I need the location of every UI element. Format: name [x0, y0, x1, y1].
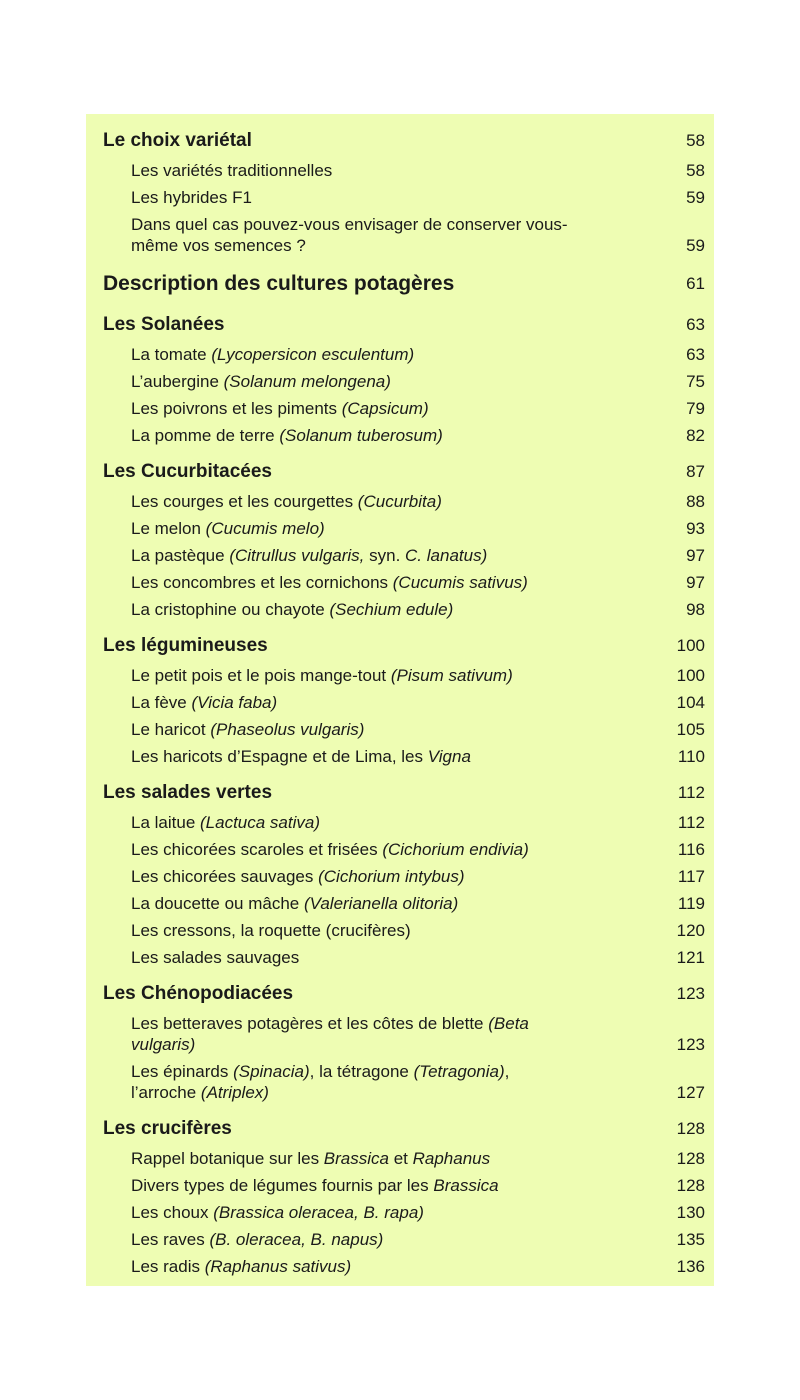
entry-page-number: 82 — [686, 426, 705, 445]
entry-title — [131, 371, 391, 392]
toc-entry[interactable] — [103, 893, 705, 914]
entry-page-number: 135 — [676, 1230, 705, 1249]
toc-entry[interactable] — [103, 812, 705, 833]
toc-section — [103, 269, 705, 299]
entry-page-number: 58 — [686, 161, 705, 180]
toc-entry[interactable] — [103, 1229, 705, 1250]
section-title: Les légumineuses — [103, 635, 268, 656]
entry-title — [131, 1175, 499, 1196]
entry-text: Les haricots d’Espagne et de Lima, les — [131, 747, 428, 766]
entry-page-number: 116 — [677, 840, 705, 859]
entry-page-number: 79 — [686, 399, 705, 418]
entry-latin-name: (Lycopersicon esculentum) — [211, 345, 415, 364]
entry-title — [131, 947, 299, 968]
entry-title — [131, 692, 277, 713]
entry-title — [131, 1013, 571, 1055]
section-title: Les salades vertes — [103, 782, 273, 803]
entry-text: Dans quel cas pouvez-vous envisager de conserver vous-même vos semences ? — [131, 215, 568, 255]
entry-text: Les cressons, la roquette (crucifères) — [131, 921, 411, 940]
entry-latin-name: (Sechium edule) — [329, 600, 454, 619]
entry-title — [131, 599, 453, 620]
entry-latin-name: (Atriplex) — [200, 1083, 269, 1102]
toc-section — [103, 633, 705, 767]
section-title: Les Chénopodiacées — [103, 983, 294, 1004]
toc-entry[interactable] — [103, 160, 705, 181]
section-title: Les Cucurbitacées — [103, 461, 272, 482]
toc-entry[interactable] — [103, 866, 705, 887]
entry-latin-name: (Beta vulgaris) — [131, 1014, 529, 1054]
entry-page-number: 121 — [676, 948, 705, 967]
toc-entry[interactable] — [103, 920, 705, 941]
entry-page-number: 136 — [676, 1257, 705, 1276]
entry-text: Les radis — [131, 1257, 205, 1276]
entry-title — [131, 398, 429, 419]
toc-section — [103, 981, 705, 1103]
entry-title — [131, 1148, 490, 1169]
entry-page-number: 63 — [686, 345, 705, 364]
entry-title — [131, 160, 332, 181]
toc-entry[interactable] — [103, 746, 705, 767]
entry-text: La pastèque — [131, 546, 230, 565]
toc-entry[interactable] — [103, 599, 705, 620]
entry-page-number: 110 — [677, 747, 705, 766]
section-page-number: 87 — [686, 462, 705, 481]
entry-title — [131, 866, 465, 887]
entry-text: La fève — [131, 693, 192, 712]
entry-text: syn. — [364, 546, 406, 565]
entry-page-number: 128 — [676, 1149, 705, 1168]
entry-text: Le petit pois et le pois mange-tout — [131, 666, 391, 685]
toc-entry[interactable] — [103, 947, 705, 968]
entry-page-number: 104 — [676, 693, 705, 712]
entry-title — [131, 812, 320, 833]
toc-list — [103, 128, 705, 1290]
entry-page-number: 100 — [676, 666, 705, 685]
toc-entry[interactable] — [103, 425, 705, 446]
toc-entry[interactable] — [103, 665, 705, 686]
entry-text: La tomate — [131, 345, 212, 364]
section-page-number: 100 — [676, 636, 705, 655]
toc-entry[interactable] — [103, 214, 705, 256]
section-title: Description des cultures potagères — [103, 272, 455, 295]
toc-entry[interactable] — [103, 692, 705, 713]
entry-page-number: 120 — [676, 921, 705, 940]
entry-title — [131, 839, 529, 860]
entry-page-number: 97 — [686, 573, 705, 592]
toc-entry[interactable] — [103, 545, 705, 566]
entry-page-number: 93 — [686, 519, 705, 538]
entry-text: et — [388, 1149, 413, 1168]
section-title: Les crucifères — [103, 1118, 232, 1139]
toc-panel — [86, 114, 714, 1286]
entry-page-number: 88 — [686, 492, 705, 511]
entry-page-number: 97 — [686, 546, 705, 565]
toc-entry[interactable] — [103, 1175, 705, 1196]
toc-section-heading[interactable] — [103, 459, 705, 485]
entry-text: Les salades sauvages — [131, 948, 300, 967]
toc-entry[interactable] — [103, 398, 705, 419]
entry-text: Les variétés traditionnelles — [131, 161, 333, 180]
entry-page-number: 130 — [676, 1203, 705, 1222]
entry-latin-name: (Cucumis melo) — [205, 519, 325, 538]
entry-text: Les poivrons et les piments — [131, 399, 342, 418]
entry-title — [131, 572, 528, 593]
entry-text: Les hybrides F1 — [131, 188, 252, 207]
entry-latin-name: C. lanatus) — [405, 546, 488, 565]
entry-latin-name: (Spinacia) — [233, 1062, 310, 1081]
toc-entry[interactable] — [103, 371, 705, 392]
entry-text: Les concombres et les cornichons — [131, 573, 393, 592]
section-page-number: 61 — [686, 274, 705, 293]
entry-page-number: 59 — [686, 236, 705, 255]
entry-title — [131, 719, 364, 740]
entry-title — [131, 187, 252, 208]
entry-page-number: 75 — [686, 372, 705, 391]
entry-text: La doucette ou mâche — [131, 894, 304, 913]
entry-latin-name: (Solanum tuberosum) — [279, 426, 443, 445]
entry-title — [131, 1202, 424, 1223]
entry-latin-name: (Raphanus sativus) — [204, 1257, 352, 1276]
entry-latin-name: Brassica — [433, 1176, 499, 1195]
entry-text: Les betteraves potagères et les côtes de blette — [131, 1014, 489, 1033]
toc-entry[interactable] — [103, 1013, 705, 1055]
entry-latin-name: (Phaseolus vulgaris) — [210, 720, 365, 739]
entry-title — [131, 425, 443, 446]
entry-page-number: 119 — [677, 894, 705, 913]
entry-text: , la tétragone — [309, 1062, 414, 1081]
entry-text: Rappel botanique sur les — [131, 1149, 324, 1168]
section-page-number: 112 — [677, 783, 705, 802]
section-page-number: 63 — [686, 315, 705, 334]
entry-latin-name: Vigna — [427, 747, 471, 766]
toc-section-heading[interactable] — [103, 780, 705, 806]
entry-latin-name: (B. oleracea, B. napus) — [209, 1230, 384, 1249]
toc-section-heading[interactable] — [103, 633, 705, 659]
section-title: Les Solanées — [103, 314, 225, 335]
entry-title — [131, 344, 414, 365]
toc-entry[interactable] — [103, 1256, 705, 1277]
entry-text: Les raves — [131, 1230, 210, 1249]
entry-latin-name: (Tetragonia) — [413, 1062, 505, 1081]
entry-title — [131, 545, 487, 566]
entry-text: Le melon — [131, 519, 206, 538]
toc-entry[interactable] — [103, 344, 705, 365]
section-page-number: 123 — [676, 984, 705, 1003]
entry-text: Les chicorées scaroles et frisées — [131, 840, 383, 859]
toc-section-heading[interactable] — [103, 1116, 705, 1142]
toc-entry[interactable] — [103, 1148, 705, 1169]
entry-text: Les chicorées sauvages — [131, 867, 319, 886]
entry-title — [131, 665, 513, 686]
toc-entry[interactable] — [103, 518, 705, 539]
entry-page-number: 112 — [677, 813, 705, 832]
toc-section — [103, 312, 705, 446]
entry-latin-name: Raphanus — [412, 1149, 491, 1168]
entry-latin-name: (Solanum melongena) — [223, 372, 391, 391]
entry-text: La cristophine ou chayote — [131, 600, 330, 619]
section-page-number: 58 — [686, 131, 705, 150]
entry-page-number: 127 — [676, 1083, 705, 1102]
entry-page-number: 98 — [686, 600, 705, 619]
entry-title — [131, 1229, 383, 1250]
section-page-number: 128 — [676, 1119, 705, 1138]
toc-entry[interactable] — [103, 839, 705, 860]
entry-latin-name: (Brassica oleracea, B. rapa) — [213, 1203, 424, 1222]
entry-title — [131, 893, 458, 914]
entry-title — [131, 920, 411, 941]
toc-entry[interactable] — [103, 491, 705, 512]
entry-text: Les épinards — [131, 1062, 234, 1081]
section-title: Le choix variétal — [103, 130, 252, 151]
entry-text: L’aubergine — [131, 372, 224, 391]
toc-entry[interactable] — [103, 187, 705, 208]
toc-entry[interactable] — [103, 572, 705, 593]
entry-latin-name: (Cucurbita) — [357, 492, 442, 511]
entry-page-number: 117 — [677, 867, 705, 886]
toc-entry[interactable] — [103, 1202, 705, 1223]
toc-entry[interactable] — [103, 719, 705, 740]
entry-title — [131, 518, 325, 539]
entry-text: Divers types de légumes fournis par les — [131, 1176, 434, 1195]
entry-text: La laitue — [131, 813, 200, 832]
entry-latin-name: (Vicia faba) — [191, 693, 278, 712]
entry-text: La pomme de terre — [131, 426, 280, 445]
entry-page-number: 123 — [676, 1035, 705, 1054]
entry-latin-name: (Capsicum) — [341, 399, 429, 418]
toc-section — [103, 459, 705, 620]
toc-entry[interactable] — [103, 1061, 705, 1103]
entry-title — [131, 746, 471, 767]
entry-page-number: 105 — [676, 720, 705, 739]
entry-latin-name: (Valerianella olitoria) — [303, 894, 459, 913]
entry-title — [131, 1256, 351, 1277]
entry-text: Les courges et les courgettes — [131, 492, 358, 511]
entry-latin-name: (Citrullus vulgaris, — [229, 546, 365, 565]
entry-title — [131, 491, 442, 512]
entry-page-number: 128 — [676, 1176, 705, 1195]
toc-section-heading[interactable] — [103, 312, 705, 338]
entry-latin-name: Brassica — [323, 1149, 389, 1168]
toc-section — [103, 780, 705, 968]
entry-latin-name: (Lactuca sativa) — [200, 813, 320, 832]
toc-section-heading[interactable] — [103, 269, 705, 299]
entry-latin-name: (Cucumis sativus) — [392, 573, 528, 592]
toc-section-heading[interactable] — [103, 128, 705, 154]
entry-latin-name: (Cichorium intybus) — [318, 867, 465, 886]
toc-section — [103, 1116, 705, 1277]
entry-title — [131, 1061, 571, 1103]
entry-text: , l’arroche — [131, 1062, 510, 1102]
entry-text: Les choux — [131, 1203, 214, 1222]
entry-latin-name: (Cichorium endivia) — [382, 840, 529, 859]
entry-latin-name: (Pisum sativum) — [390, 666, 513, 685]
toc-section — [103, 128, 705, 256]
entry-text: Le haricot — [131, 720, 211, 739]
entry-page-number: 59 — [686, 188, 705, 207]
toc-section-heading[interactable] — [103, 981, 705, 1007]
entry-title — [131, 214, 571, 256]
